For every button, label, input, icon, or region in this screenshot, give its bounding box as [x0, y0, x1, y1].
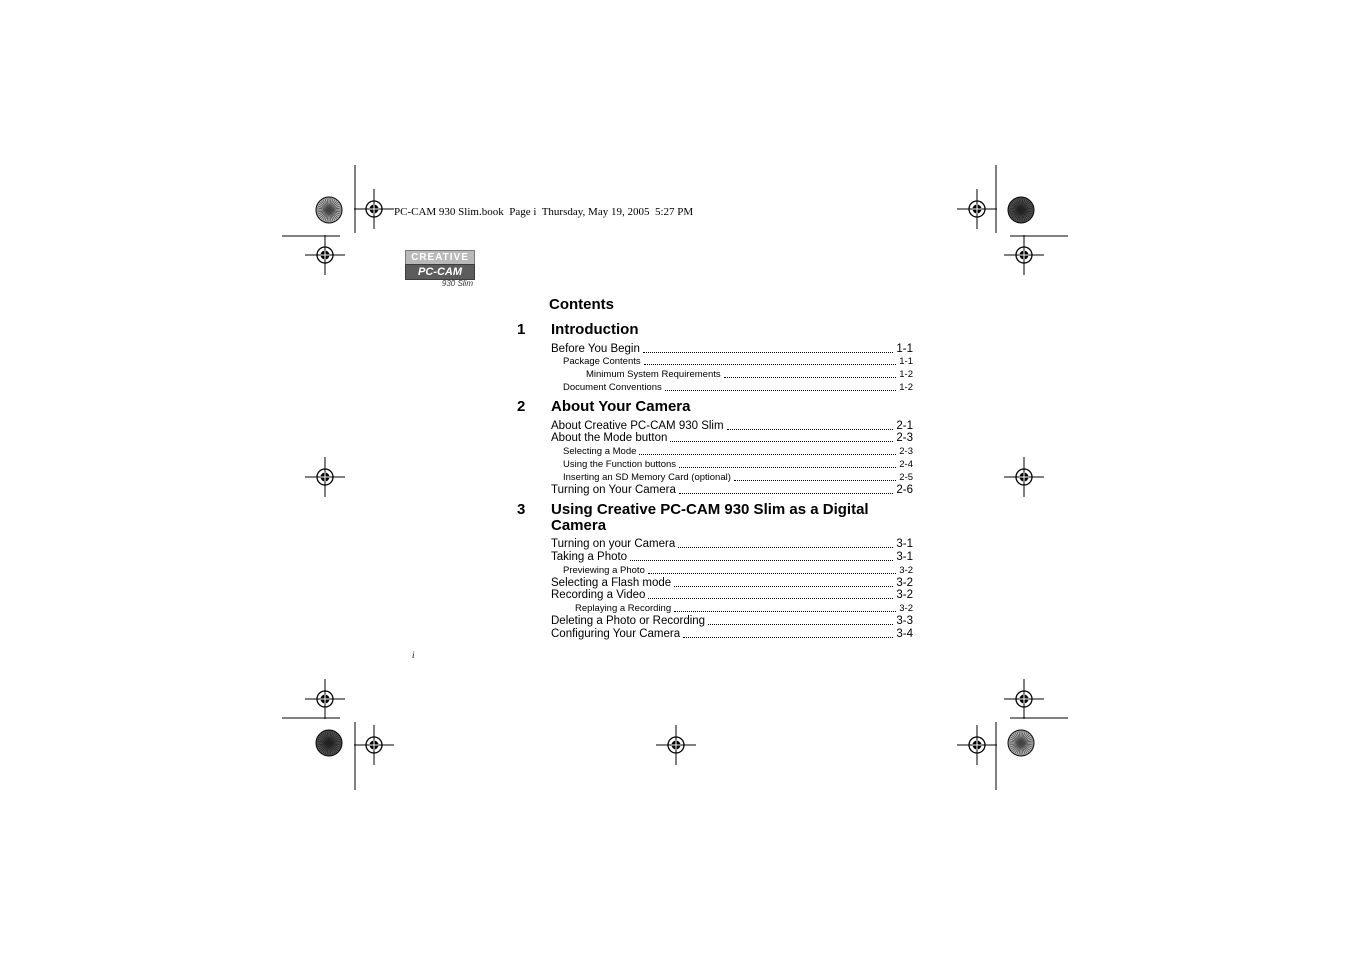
toc-entry[interactable] [563, 355, 913, 368]
color-target-mark [316, 197, 342, 223]
page-folio: i [412, 650, 415, 660]
toc-entry[interactable] [551, 551, 913, 564]
toc-entry-text: Document Conventions [563, 382, 662, 393]
chapter-title: About Your Camera [551, 398, 691, 415]
color-target-mark [1008, 197, 1034, 223]
leader-dots [679, 492, 894, 494]
toc-entry-text: Previewing a Photo [563, 565, 645, 576]
toc-entry-page: 2-3 [896, 432, 913, 444]
leader-dots [630, 559, 893, 561]
toc-entry-page: 2-4 [899, 459, 913, 470]
registration-mark [1004, 679, 1044, 719]
chapter-title: Introduction [551, 321, 639, 338]
toc-entry[interactable] [551, 615, 913, 628]
registration-mark [957, 725, 997, 765]
toc-entry-text: Selecting a Flash mode [551, 577, 672, 589]
leader-dots [670, 440, 893, 442]
toc-entry-page: 3-2 [899, 565, 913, 576]
toc-entry[interactable] [563, 458, 913, 471]
toc-entry-page: 2-5 [899, 472, 913, 483]
toc-entry-page: 3-2 [896, 589, 913, 601]
toc-entry-page: 1-2 [899, 382, 913, 393]
toc-entry-page: 3-4 [896, 628, 913, 640]
registration-mark [957, 189, 997, 229]
leader-dots [643, 351, 893, 353]
toc-entry-page: 3-2 [899, 603, 913, 614]
print-slug: PC-CAM 930 Slim.book Page i Thursday, May 19, 2005 5:27 PM [394, 206, 694, 218]
chapter-number: 2 [517, 398, 526, 415]
toc-entry[interactable] [563, 381, 913, 394]
toc-entry-text: Using the Function buttons [563, 459, 677, 470]
toc-entry-page: 3-3 [896, 615, 913, 627]
registration-mark [354, 189, 394, 229]
toc-entry-text: About the Mode button [551, 432, 668, 444]
toc-entry-page: 3-2 [896, 577, 913, 589]
registration-mark [656, 725, 696, 765]
toc-entry-text: Package Contents [563, 356, 641, 367]
leader-dots [724, 376, 897, 378]
toc-entry-page: 1-1 [896, 343, 913, 355]
toc-entry-text: Selecting a Mode [563, 446, 637, 457]
leader-dots [665, 389, 897, 391]
chapter-number: 3 [517, 501, 526, 518]
logo-model: 930 Slim [441, 279, 473, 288]
toc-entry-text: Replaying a Recording [575, 603, 672, 614]
toc-entry-page: 3-1 [896, 551, 913, 563]
chapter-number: 1 [517, 321, 526, 338]
toc-entry[interactable] [551, 538, 913, 551]
toc-entry[interactable] [563, 564, 913, 577]
toc-entry-text: Turning on your Camera [551, 538, 676, 550]
leader-dots [639, 453, 896, 455]
registration-mark [305, 235, 345, 275]
toc-entry[interactable] [586, 368, 913, 381]
toc-entry[interactable] [563, 445, 913, 458]
color-target-mark [316, 730, 342, 756]
leader-dots [678, 546, 893, 548]
leader-dots [734, 479, 896, 481]
toc-entry-page: 2-1 [896, 420, 913, 432]
registration-mark [1004, 457, 1044, 497]
toc-entry[interactable] [575, 602, 913, 615]
toc-entry-text: Recording a Video [551, 589, 646, 601]
leader-dots [674, 585, 893, 587]
toc-entry-text: Configuring Your Camera [551, 628, 681, 640]
registration-mark [1004, 235, 1044, 275]
leader-dots [679, 466, 896, 468]
toc-entry[interactable] [551, 484, 913, 497]
registration-mark [305, 457, 345, 497]
toc-entry-page: 2-6 [896, 484, 913, 496]
toc-entry-page: 1-1 [899, 356, 913, 367]
logo-brand: CREATIVE [405, 250, 475, 265]
leader-dots [648, 572, 896, 574]
toc-entry-text: Deleting a Photo or Recording [551, 615, 706, 627]
leader-dots [683, 636, 893, 638]
leader-dots [674, 610, 896, 612]
chapter-title: Using Creative PC-CAM 930 Slim as a Digital Camera [551, 501, 869, 534]
registration-mark [305, 679, 345, 719]
toc-entry-text: About Creative PC-CAM 930 Slim [551, 420, 724, 432]
toc-entry-page: 1-2 [899, 369, 913, 380]
toc-entry[interactable] [563, 471, 913, 484]
toc-entry-text: Before You Begin [551, 343, 640, 355]
contents-title: Contents [549, 296, 614, 313]
toc-entry[interactable] [551, 432, 913, 445]
registration-mark [354, 725, 394, 765]
leader-dots [648, 597, 893, 599]
color-target-mark [1008, 730, 1034, 756]
toc-entry[interactable] [551, 628, 913, 641]
toc-entry-text: Taking a Photo [551, 551, 628, 563]
logo-product: PC-CAM [405, 264, 475, 280]
leader-dots [727, 428, 894, 430]
leader-dots [708, 623, 893, 625]
toc-entry-text: Turning on Your Camera [551, 484, 676, 496]
leader-dots [644, 363, 897, 365]
toc-entry-text: Inserting an SD Memory Card (optional) [563, 472, 731, 483]
toc-entry-page: 2-3 [899, 446, 913, 457]
creative-pc-cam-logo [405, 250, 477, 290]
toc-entry-text: Minimum System Requirements [586, 369, 721, 380]
toc-entry-page: 3-1 [896, 538, 913, 550]
toc-entry[interactable] [551, 589, 913, 602]
